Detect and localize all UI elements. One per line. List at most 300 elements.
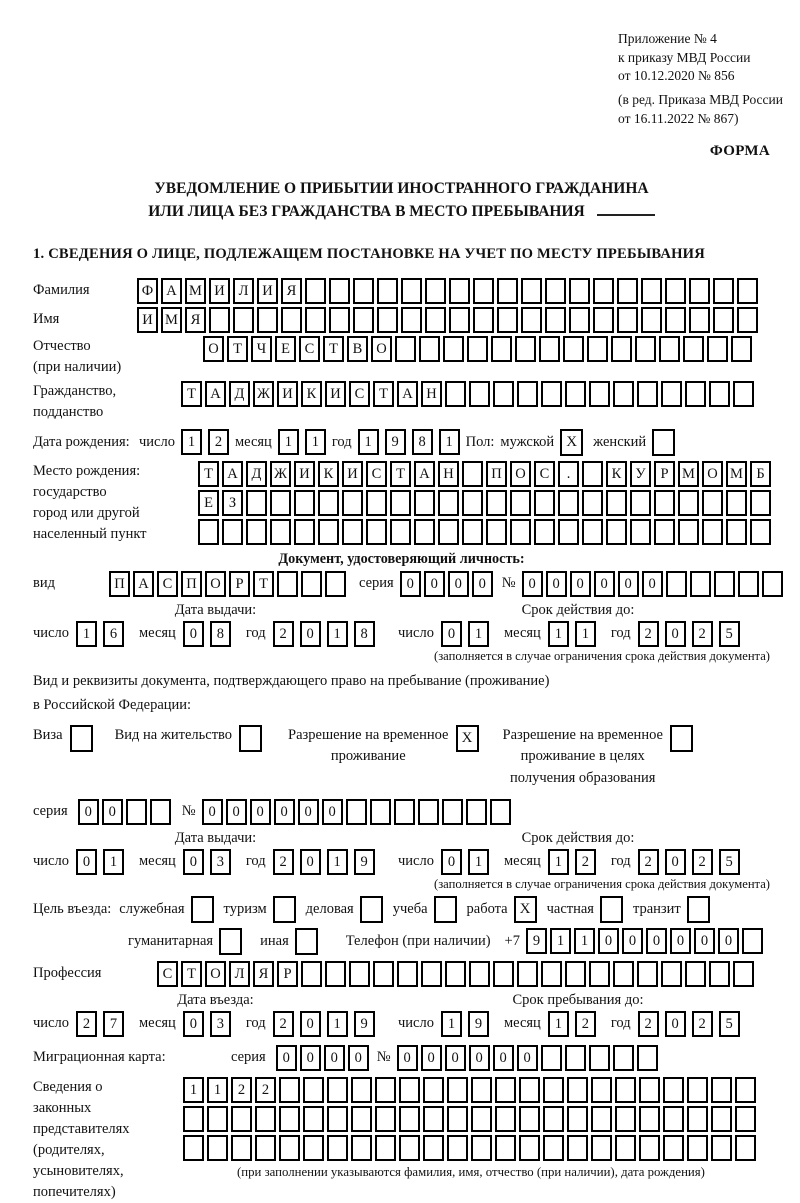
form-cell[interactable]: Т xyxy=(181,961,202,987)
form-cell[interactable]: О xyxy=(510,461,531,487)
form-cell[interactable] xyxy=(473,307,494,333)
purpose-transit-checkbox[interactable] xyxy=(687,896,710,923)
form-cell[interactable] xyxy=(301,961,322,987)
form-cell[interactable]: Т xyxy=(373,381,394,407)
form-cell[interactable]: 0 xyxy=(322,799,343,825)
form-cell[interactable]: 0 xyxy=(324,1045,345,1071)
form-cell[interactable] xyxy=(737,278,758,304)
form-cell[interactable] xyxy=(639,1106,660,1132)
form-cell[interactable] xyxy=(733,381,754,407)
form-cell[interactable]: 9 xyxy=(526,928,547,954)
form-cell[interactable]: 1 xyxy=(327,849,348,875)
form-cell[interactable]: В xyxy=(347,336,368,362)
form-cell[interactable] xyxy=(497,307,518,333)
form-cell[interactable] xyxy=(587,336,608,362)
form-cell[interactable]: И xyxy=(294,461,315,487)
form-cell[interactable] xyxy=(517,961,538,987)
form-cell[interactable]: А xyxy=(205,381,226,407)
form-cell[interactable]: 9 xyxy=(468,1011,489,1037)
form-cell[interactable] xyxy=(366,490,387,516)
form-cell[interactable] xyxy=(395,336,416,362)
form-cell[interactable] xyxy=(207,1106,228,1132)
form-cell[interactable] xyxy=(471,1135,492,1161)
form-cell[interactable] xyxy=(711,1135,732,1161)
form-cell[interactable]: 0 xyxy=(718,928,739,954)
form-cell[interactable]: 0 xyxy=(250,799,271,825)
form-cell[interactable]: Ж xyxy=(270,461,291,487)
form-cell[interactable]: 2 xyxy=(231,1077,252,1103)
form-cell[interactable]: О xyxy=(205,961,226,987)
form-cell[interactable]: 0 xyxy=(183,849,204,875)
form-cell[interactable] xyxy=(373,961,394,987)
form-cell[interactable]: 3 xyxy=(210,849,231,875)
form-cell[interactable]: 1 xyxy=(327,621,348,647)
form-cell[interactable] xyxy=(541,381,562,407)
form-cell[interactable] xyxy=(394,799,415,825)
residence-permit-checkbox[interactable] xyxy=(239,725,262,752)
form-cell[interactable]: 0 xyxy=(202,799,223,825)
form-cell[interactable]: 9 xyxy=(354,849,375,875)
form-cell[interactable]: Ч xyxy=(251,336,272,362)
form-cell[interactable]: 1 xyxy=(183,1077,204,1103)
form-cell[interactable] xyxy=(543,1135,564,1161)
form-cell[interactable] xyxy=(397,961,418,987)
form-cell[interactable] xyxy=(327,1135,348,1161)
form-cell[interactable] xyxy=(582,519,603,545)
form-cell[interactable] xyxy=(183,1135,204,1161)
form-cell[interactable]: И xyxy=(342,461,363,487)
form-cell[interactable]: Р xyxy=(229,571,250,597)
form-cell[interactable]: П xyxy=(486,461,507,487)
form-cell[interactable]: 0 xyxy=(400,571,421,597)
form-cell[interactable]: 1 xyxy=(548,1011,569,1037)
form-cell[interactable] xyxy=(342,490,363,516)
form-cell[interactable] xyxy=(375,1077,396,1103)
form-cell[interactable] xyxy=(423,1077,444,1103)
form-cell[interactable] xyxy=(351,1077,372,1103)
form-cell[interactable]: 0 xyxy=(441,849,462,875)
form-cell[interactable] xyxy=(615,1135,636,1161)
purpose-tourism-checkbox[interactable] xyxy=(273,896,296,923)
form-cell[interactable]: Н xyxy=(421,381,442,407)
form-cell[interactable]: 0 xyxy=(300,621,321,647)
form-cell[interactable] xyxy=(399,1106,420,1132)
form-cell[interactable]: 2 xyxy=(575,849,596,875)
form-cell[interactable]: Т xyxy=(198,461,219,487)
form-cell[interactable]: Е xyxy=(198,490,219,516)
form-cell[interactable]: 9 xyxy=(354,1011,375,1037)
form-cell[interactable] xyxy=(447,1106,468,1132)
form-cell[interactable] xyxy=(469,961,490,987)
form-cell[interactable] xyxy=(270,519,291,545)
form-cell[interactable]: Ж xyxy=(253,381,274,407)
form-cell[interactable]: 0 xyxy=(522,571,543,597)
form-cell[interactable] xyxy=(418,799,439,825)
form-cell[interactable] xyxy=(641,278,662,304)
form-cell[interactable] xyxy=(445,961,466,987)
form-cell[interactable] xyxy=(353,307,374,333)
form-cell[interactable]: 0 xyxy=(76,849,97,875)
form-cell[interactable]: 0 xyxy=(274,799,295,825)
form-cell[interactable]: С xyxy=(157,571,178,597)
form-cell[interactable]: 1 xyxy=(76,621,97,647)
form-cell[interactable]: 0 xyxy=(472,571,493,597)
form-cell[interactable]: 1 xyxy=(548,621,569,647)
form-cell[interactable] xyxy=(558,519,579,545)
form-cell[interactable]: Р xyxy=(277,961,298,987)
form-cell[interactable] xyxy=(665,307,686,333)
form-cell[interactable]: 0 xyxy=(670,928,691,954)
form-cell[interactable] xyxy=(589,961,610,987)
form-cell[interactable] xyxy=(591,1077,612,1103)
form-cell[interactable] xyxy=(301,571,322,597)
form-cell[interactable]: Т xyxy=(227,336,248,362)
form-cell[interactable]: 1 xyxy=(305,429,326,455)
form-cell[interactable] xyxy=(414,519,435,545)
form-cell[interactable] xyxy=(750,519,771,545)
form-cell[interactable] xyxy=(637,961,658,987)
form-cell[interactable] xyxy=(519,1077,540,1103)
form-cell[interactable]: 0 xyxy=(448,571,469,597)
form-cell[interactable]: . xyxy=(558,461,579,487)
form-cell[interactable] xyxy=(569,278,590,304)
form-cell[interactable] xyxy=(349,961,370,987)
form-cell[interactable] xyxy=(611,336,632,362)
form-cell[interactable] xyxy=(661,961,682,987)
form-cell[interactable] xyxy=(567,1135,588,1161)
form-cell[interactable] xyxy=(589,1045,610,1071)
form-cell[interactable] xyxy=(617,307,638,333)
form-cell[interactable] xyxy=(471,1106,492,1132)
form-cell[interactable] xyxy=(281,307,302,333)
form-cell[interactable] xyxy=(303,1106,324,1132)
form-cell[interactable] xyxy=(637,1045,658,1071)
form-cell[interactable] xyxy=(342,519,363,545)
form-cell[interactable] xyxy=(486,490,507,516)
form-cell[interactable] xyxy=(375,1106,396,1132)
form-cell[interactable]: 2 xyxy=(273,621,294,647)
form-cell[interactable] xyxy=(443,336,464,362)
form-cell[interactable] xyxy=(541,961,562,987)
form-cell[interactable] xyxy=(517,381,538,407)
form-cell[interactable] xyxy=(198,519,219,545)
purpose-business-checkbox[interactable] xyxy=(360,896,383,923)
form-cell[interactable] xyxy=(635,336,656,362)
form-cell[interactable]: 0 xyxy=(598,928,619,954)
form-cell[interactable]: 8 xyxy=(412,429,433,455)
form-cell[interactable] xyxy=(689,307,710,333)
form-cell[interactable]: М xyxy=(726,461,747,487)
form-cell[interactable] xyxy=(353,278,374,304)
blank-line[interactable] xyxy=(597,202,655,216)
form-cell[interactable] xyxy=(209,307,230,333)
female-checkbox[interactable] xyxy=(652,429,675,456)
form-cell[interactable]: 2 xyxy=(255,1077,276,1103)
form-cell[interactable] xyxy=(442,799,463,825)
form-cell[interactable] xyxy=(327,1077,348,1103)
form-cell[interactable]: А xyxy=(161,278,182,304)
form-cell[interactable] xyxy=(231,1106,252,1132)
form-cell[interactable]: 0 xyxy=(300,1011,321,1037)
form-cell[interactable]: 0 xyxy=(397,1045,418,1071)
form-cell[interactable] xyxy=(366,519,387,545)
form-cell[interactable]: Я xyxy=(281,278,302,304)
form-cell[interactable] xyxy=(325,571,346,597)
form-cell[interactable] xyxy=(150,799,171,825)
form-cell[interactable] xyxy=(126,799,147,825)
form-cell[interactable] xyxy=(711,1106,732,1132)
form-cell[interactable]: Я xyxy=(253,961,274,987)
form-cell[interactable] xyxy=(567,1106,588,1132)
form-cell[interactable]: О xyxy=(702,461,723,487)
male-checkbox[interactable]: X xyxy=(560,429,583,456)
form-cell[interactable]: 0 xyxy=(183,621,204,647)
form-cell[interactable] xyxy=(327,1106,348,1132)
form-cell[interactable]: 1 xyxy=(468,621,489,647)
form-cell[interactable]: 6 xyxy=(103,621,124,647)
form-cell[interactable] xyxy=(639,1077,660,1103)
purpose-work-checkbox[interactable]: X xyxy=(514,896,537,923)
form-cell[interactable] xyxy=(466,799,487,825)
form-cell[interactable] xyxy=(305,307,326,333)
form-cell[interactable]: 2 xyxy=(638,621,659,647)
form-cell[interactable] xyxy=(377,278,398,304)
form-cell[interactable]: 2 xyxy=(692,1011,713,1037)
form-cell[interactable] xyxy=(737,307,758,333)
form-cell[interactable]: 2 xyxy=(692,621,713,647)
form-cell[interactable] xyxy=(630,490,651,516)
form-cell[interactable] xyxy=(582,490,603,516)
form-cell[interactable]: 0 xyxy=(276,1045,297,1071)
form-cell[interactable] xyxy=(207,1135,228,1161)
form-cell[interactable] xyxy=(233,307,254,333)
form-cell[interactable]: П xyxy=(109,571,130,597)
form-cell[interactable] xyxy=(731,336,752,362)
form-cell[interactable] xyxy=(678,490,699,516)
form-cell[interactable]: 2 xyxy=(208,429,229,455)
form-cell[interactable]: 1 xyxy=(441,1011,462,1037)
form-cell[interactable] xyxy=(419,336,440,362)
form-cell[interactable] xyxy=(711,1077,732,1103)
form-cell[interactable]: 0 xyxy=(618,571,639,597)
form-cell[interactable]: 0 xyxy=(102,799,123,825)
form-cell[interactable] xyxy=(399,1077,420,1103)
form-cell[interactable] xyxy=(685,381,706,407)
form-cell[interactable] xyxy=(678,519,699,545)
form-cell[interactable]: 0 xyxy=(642,571,663,597)
form-cell[interactable] xyxy=(495,1106,516,1132)
form-cell[interactable] xyxy=(486,519,507,545)
form-cell[interactable] xyxy=(519,1135,540,1161)
form-cell[interactable] xyxy=(246,519,267,545)
form-cell[interactable]: 0 xyxy=(469,1045,490,1071)
form-cell[interactable] xyxy=(399,1135,420,1161)
form-cell[interactable]: 1 xyxy=(439,429,460,455)
form-cell[interactable] xyxy=(370,799,391,825)
form-cell[interactable]: 0 xyxy=(694,928,715,954)
form-cell[interactable] xyxy=(683,336,704,362)
form-cell[interactable] xyxy=(654,490,675,516)
form-cell[interactable]: А xyxy=(414,461,435,487)
form-cell[interactable] xyxy=(545,278,566,304)
form-cell[interactable] xyxy=(329,307,350,333)
form-cell[interactable] xyxy=(438,490,459,516)
form-cell[interactable] xyxy=(462,519,483,545)
form-cell[interactable] xyxy=(534,490,555,516)
form-cell[interactable]: И xyxy=(137,307,158,333)
form-cell[interactable] xyxy=(569,307,590,333)
form-cell[interactable] xyxy=(617,278,638,304)
form-cell[interactable]: 0 xyxy=(441,621,462,647)
form-cell[interactable] xyxy=(714,571,735,597)
form-cell[interactable]: О xyxy=(371,336,392,362)
form-cell[interactable] xyxy=(707,336,728,362)
form-cell[interactable] xyxy=(563,336,584,362)
form-cell[interactable] xyxy=(521,278,542,304)
form-cell[interactable] xyxy=(687,1106,708,1132)
form-cell[interactable] xyxy=(447,1135,468,1161)
form-cell[interactable] xyxy=(663,1135,684,1161)
form-cell[interactable]: 0 xyxy=(665,849,686,875)
form-cell[interactable] xyxy=(690,571,711,597)
form-cell[interactable]: Т xyxy=(323,336,344,362)
form-cell[interactable] xyxy=(545,307,566,333)
form-cell[interactable] xyxy=(709,961,730,987)
form-cell[interactable] xyxy=(713,278,734,304)
form-cell[interactable] xyxy=(510,519,531,545)
form-cell[interactable]: 8 xyxy=(210,621,231,647)
form-cell[interactable] xyxy=(606,519,627,545)
form-cell[interactable] xyxy=(438,519,459,545)
form-cell[interactable] xyxy=(414,490,435,516)
form-cell[interactable] xyxy=(735,1106,756,1132)
form-cell[interactable] xyxy=(654,519,675,545)
form-cell[interactable]: К xyxy=(606,461,627,487)
form-cell[interactable]: 2 xyxy=(692,849,713,875)
form-cell[interactable]: С xyxy=(534,461,555,487)
form-cell[interactable] xyxy=(318,490,339,516)
form-cell[interactable]: Т xyxy=(390,461,411,487)
form-cell[interactable] xyxy=(543,1106,564,1132)
form-cell[interactable]: 0 xyxy=(594,571,615,597)
purpose-other-checkbox[interactable] xyxy=(295,928,318,955)
form-cell[interactable]: С xyxy=(157,961,178,987)
form-cell[interactable] xyxy=(462,490,483,516)
form-cell[interactable] xyxy=(183,1106,204,1132)
form-cell[interactable] xyxy=(257,307,278,333)
form-cell[interactable]: 0 xyxy=(300,1045,321,1071)
form-cell[interactable] xyxy=(445,381,466,407)
form-cell[interactable] xyxy=(567,1077,588,1103)
form-cell[interactable]: Ф xyxy=(137,278,158,304)
form-cell[interactable] xyxy=(613,381,634,407)
form-cell[interactable] xyxy=(687,1135,708,1161)
form-cell[interactable]: 0 xyxy=(421,1045,442,1071)
form-cell[interactable]: 9 xyxy=(385,429,406,455)
form-cell[interactable] xyxy=(277,571,298,597)
form-cell[interactable] xyxy=(665,278,686,304)
form-cell[interactable]: 2 xyxy=(76,1011,97,1037)
form-cell[interactable]: 1 xyxy=(548,849,569,875)
form-cell[interactable]: 2 xyxy=(273,849,294,875)
form-cell[interactable]: 1 xyxy=(181,429,202,455)
form-cell[interactable] xyxy=(425,278,446,304)
form-cell[interactable] xyxy=(401,307,422,333)
form-cell[interactable] xyxy=(726,490,747,516)
form-cell[interactable] xyxy=(565,381,586,407)
form-cell[interactable] xyxy=(613,961,634,987)
form-cell[interactable] xyxy=(637,381,658,407)
form-cell[interactable] xyxy=(534,519,555,545)
form-cell[interactable] xyxy=(294,519,315,545)
form-cell[interactable]: 5 xyxy=(719,621,740,647)
form-cell[interactable]: 1 xyxy=(207,1077,228,1103)
form-cell[interactable]: М xyxy=(185,278,206,304)
form-cell[interactable]: Д xyxy=(229,381,250,407)
form-cell[interactable] xyxy=(685,961,706,987)
form-cell[interactable]: С xyxy=(299,336,320,362)
form-cell[interactable] xyxy=(582,461,603,487)
form-cell[interactable] xyxy=(661,381,682,407)
form-cell[interactable] xyxy=(490,799,511,825)
form-cell[interactable] xyxy=(469,381,490,407)
form-cell[interactable] xyxy=(742,928,763,954)
form-cell[interactable] xyxy=(521,307,542,333)
form-cell[interactable]: 1 xyxy=(103,849,124,875)
form-cell[interactable]: И xyxy=(277,381,298,407)
form-cell[interactable]: П xyxy=(181,571,202,597)
form-cell[interactable]: 2 xyxy=(273,1011,294,1037)
purpose-study-checkbox[interactable] xyxy=(434,896,457,923)
form-cell[interactable] xyxy=(591,1135,612,1161)
form-cell[interactable] xyxy=(591,1106,612,1132)
form-cell[interactable]: М xyxy=(161,307,182,333)
form-cell[interactable]: К xyxy=(301,381,322,407)
form-cell[interactable] xyxy=(375,1135,396,1161)
form-cell[interactable]: 1 xyxy=(550,928,571,954)
form-cell[interactable] xyxy=(519,1106,540,1132)
form-cell[interactable]: 0 xyxy=(546,571,567,597)
form-cell[interactable] xyxy=(539,336,560,362)
form-cell[interactable] xyxy=(423,1135,444,1161)
form-cell[interactable]: А xyxy=(133,571,154,597)
form-cell[interactable] xyxy=(305,278,326,304)
form-cell[interactable] xyxy=(565,1045,586,1071)
form-cell[interactable]: 8 xyxy=(354,621,375,647)
form-cell[interactable]: 2 xyxy=(638,1011,659,1037)
form-cell[interactable]: 1 xyxy=(575,621,596,647)
form-cell[interactable] xyxy=(425,307,446,333)
form-cell[interactable] xyxy=(663,1106,684,1132)
form-cell[interactable]: С xyxy=(366,461,387,487)
form-cell[interactable] xyxy=(726,519,747,545)
form-cell[interactable] xyxy=(318,519,339,545)
form-cell[interactable] xyxy=(255,1106,276,1132)
form-cell[interactable] xyxy=(390,519,411,545)
form-cell[interactable] xyxy=(246,490,267,516)
form-cell[interactable] xyxy=(279,1135,300,1161)
form-cell[interactable]: Д xyxy=(246,461,267,487)
form-cell[interactable] xyxy=(270,490,291,516)
form-cell[interactable] xyxy=(689,278,710,304)
form-cell[interactable] xyxy=(495,1135,516,1161)
form-cell[interactable] xyxy=(543,1077,564,1103)
form-cell[interactable]: 3 xyxy=(210,1011,231,1037)
form-cell[interactable]: Т xyxy=(253,571,274,597)
form-cell[interactable] xyxy=(702,490,723,516)
form-cell[interactable] xyxy=(713,307,734,333)
form-cell[interactable] xyxy=(449,307,470,333)
